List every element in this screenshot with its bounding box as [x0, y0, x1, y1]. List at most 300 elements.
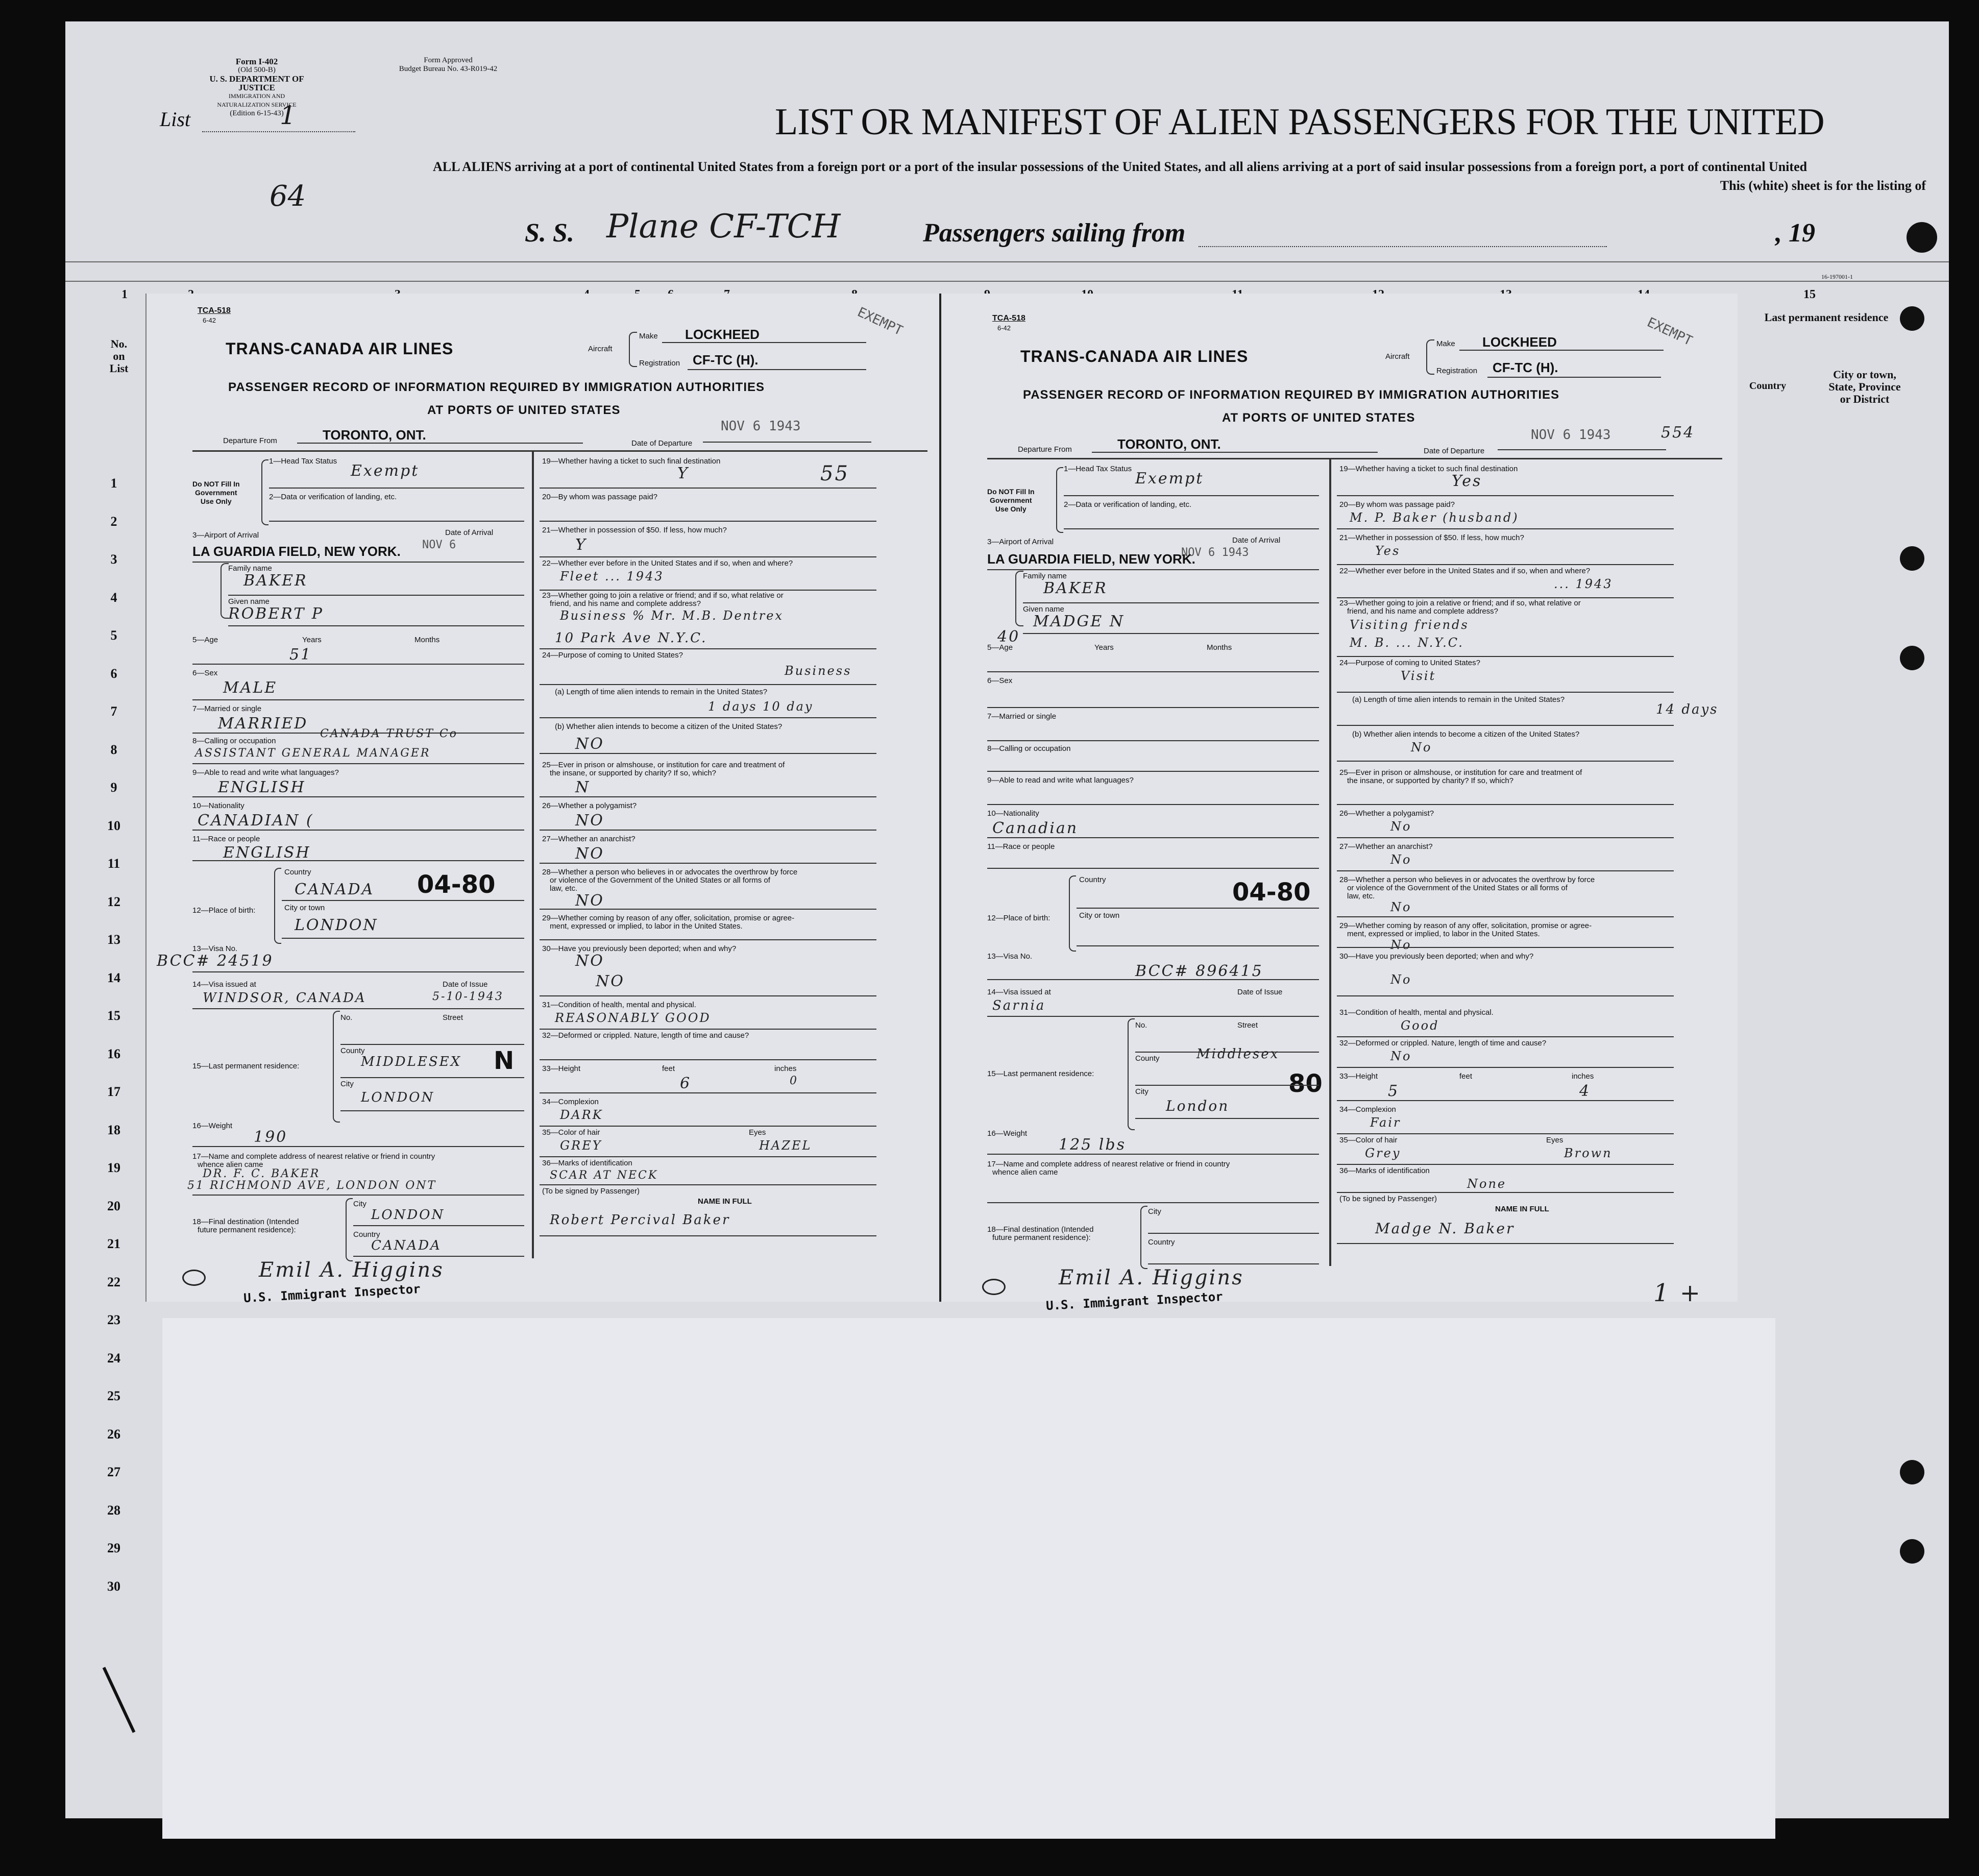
- card-hair-label: 35—Color of hair: [542, 1128, 600, 1137]
- row-number: 22: [107, 1274, 120, 1289]
- punch-hole: [1900, 546, 1924, 571]
- card-arrival-date: NOV 6: [422, 539, 456, 551]
- card-nationality-line: [987, 837, 1319, 838]
- card-ticket-line: [1337, 495, 1674, 496]
- row-number: 28: [107, 1502, 120, 1518]
- card-race-label: 11—Race or people: [987, 842, 1055, 851]
- card-occupation: ASSISTANT GENERAL MANAGER: [195, 747, 431, 760]
- card-sex: MALE: [223, 679, 278, 697]
- card-ticket-mark: 55: [820, 462, 849, 485]
- card-join: Business % Mr. M.B. Dentrex: [560, 608, 784, 623]
- row-number: 10: [107, 818, 120, 833]
- card-date-line: [1498, 449, 1666, 450]
- card-labor-line: [540, 939, 876, 940]
- card-residence-county-line: [340, 1077, 524, 1078]
- card-join-2: 10 Park Ave N.Y.C.: [555, 630, 707, 646]
- card-visa-line: [987, 979, 1319, 980]
- card-signature-line: [1337, 1243, 1674, 1244]
- card-anarchist-label: 27—Whether an anarchist?: [1339, 842, 1433, 851]
- card-married-label: 7—Married or single: [192, 704, 262, 713]
- card-funds-line: [540, 556, 876, 557]
- card-age-line: [987, 671, 1319, 672]
- card-gov-brace: [1056, 467, 1063, 533]
- card-height-ft: 6: [680, 1075, 692, 1092]
- card-join-2: M. B. ... N.Y.C.: [1350, 636, 1464, 650]
- card-overthrow-line: [540, 909, 876, 910]
- card-airline: TRANS-CANADA AIR LINES: [226, 339, 454, 358]
- card-registration: CF-TC (H).: [693, 352, 759, 368]
- card-feet-label: feet: [662, 1064, 675, 1073]
- form-approved: Form Approved: [424, 56, 473, 64]
- card-race-line: [987, 868, 1319, 869]
- card-complexion: Fair: [1370, 1115, 1401, 1130]
- card-family-label: Family name: [228, 564, 272, 573]
- card-deported: No: [1390, 972, 1412, 987]
- card-birth-label: 12—Place of birth:: [987, 914, 1050, 922]
- card-married-label: 7—Married or single: [987, 712, 1057, 721]
- card-visa-at-line: [987, 1016, 1319, 1017]
- card-anarchist: No: [1390, 852, 1412, 867]
- card-before-line: [1337, 597, 1674, 598]
- card-family-label: Family name: [1023, 572, 1067, 580]
- card-visa-line: [192, 971, 524, 972]
- card-funds-label: 21—Whether in possession of $50. If less, how much?: [1339, 533, 1524, 542]
- card-prison-label-a: 25—Ever in prison or almshouse, or institution for care and treatment of: [1339, 768, 1582, 777]
- card-final-label-b: future permanent residence):: [992, 1233, 1091, 1242]
- card-citizen-label: (b) Whether alien intends to become a citizen of the United States?: [1352, 730, 1580, 739]
- sailing-year: , 19: [1775, 218, 1815, 248]
- card-top-rule: [987, 458, 1722, 459]
- card-residence-county-line: [1135, 1085, 1319, 1086]
- ss-label: S. S.: [525, 218, 574, 248]
- list-label: List: [160, 108, 191, 131]
- card-polygamist-line: [540, 830, 876, 831]
- card-citizen-label: (b) Whether alien intends to become a citizen of the United States?: [555, 722, 783, 731]
- card-inches-label: inches: [1572, 1072, 1594, 1081]
- card-relative-2: 51 RICHMOND AVE, LONDON ONT: [187, 1179, 437, 1192]
- card-relative-1: DR. F. C. BAKER: [203, 1167, 321, 1180]
- card-before-line: [540, 590, 876, 591]
- card-weight: 190: [254, 1128, 288, 1146]
- card-residence-label: 15—Last permanent residence:: [192, 1062, 300, 1070]
- card-date-departure: NOV 6 1943: [721, 419, 801, 434]
- card-ticket-line: [540, 488, 876, 489]
- card-years-label: Years: [302, 636, 322, 644]
- card-citizen: NO: [575, 735, 604, 753]
- card-family-name: BAKER: [243, 572, 308, 590]
- card-overthrow-label-b: or violence of the Government of the United States or all forms of: [550, 876, 770, 885]
- card-dest-city: LONDON: [371, 1207, 445, 1223]
- card-length: 1 days 10 day: [708, 699, 814, 714]
- card-citizen-line: [540, 753, 876, 754]
- card-residence-no-label: No.: [1135, 1021, 1147, 1030]
- card-residence-label: 15—Last permanent residence:: [987, 1069, 1094, 1078]
- card-birth-label: 12—Place of birth:: [192, 906, 256, 915]
- card-deported-label: 30—Have you previously been deported; when and why?: [542, 944, 737, 953]
- row-number: 1: [110, 476, 117, 491]
- form-code: 16-197001-1: [1821, 273, 1853, 280]
- card-signature: Madge N. Baker: [1375, 1220, 1515, 1237]
- card-married-line: [987, 740, 1319, 741]
- card-nationality: CANADIAN (: [198, 812, 314, 830]
- row-number: 23: [107, 1312, 120, 1327]
- card-residence-county: MIDDLESEX: [361, 1054, 462, 1069]
- card-join-line: [540, 648, 876, 649]
- card-eyes: HAZEL: [759, 1138, 812, 1153]
- card-head-tax: Exempt: [351, 462, 420, 480]
- card-labor-label-a: 29—Whether coming by reason of any offer, solicitation, promise or agree-: [1339, 921, 1592, 930]
- card-join-label-a: 23—Whether going to join a relative or friend; and if so, what relative or: [542, 591, 784, 600]
- card-purpose-line: [1337, 692, 1674, 693]
- card-head-tax: Exempt: [1135, 470, 1204, 488]
- card-complexion: DARK: [560, 1108, 603, 1122]
- card-complexion-label: 34—Complexion: [542, 1098, 599, 1106]
- card-residence-city: London: [1166, 1098, 1230, 1114]
- card-anarchist: NO: [575, 845, 604, 863]
- card-date-arrival-label: Date of Arrival: [445, 528, 494, 537]
- card-make-line: [662, 342, 866, 343]
- card-before: ... 1943: [1554, 577, 1613, 591]
- card-deformed-line: [540, 1059, 876, 1060]
- card-f1-line: [1064, 495, 1319, 496]
- card-residence-city: LONDON: [361, 1090, 435, 1105]
- card-exempt-stamp: EXEMPT: [1645, 314, 1695, 349]
- card-visa-at: Sarnia: [992, 998, 1046, 1013]
- card-labor-label-a: 29—Whether coming by reason of any offer, solicitation, promise or agree-: [542, 914, 795, 922]
- card-f2-label: 2—Data or verification of landing, etc.: [1064, 500, 1192, 509]
- sailing-label: Passengers sailing from: [923, 218, 1186, 248]
- card-eyes: Brown: [1564, 1146, 1612, 1160]
- card-do-not-fill: Do NOT Fill In Government Use Only: [987, 488, 1035, 513]
- form-number: Form I-402: [235, 57, 278, 66]
- card-deported-line: [540, 995, 876, 996]
- card-final-city-line: [353, 1225, 524, 1226]
- card-departure: TORONTO, ONT.: [1117, 436, 1221, 452]
- card-f1-label: 1—Head Tax Status: [269, 457, 337, 466]
- card-polygamist: No: [1390, 819, 1412, 834]
- card-name-brace: [1015, 571, 1023, 626]
- card-family-line: [228, 595, 524, 596]
- card-citizen: No: [1411, 740, 1432, 754]
- card-visa-no: BCC# 896415: [1135, 962, 1263, 980]
- card-airport-line: [987, 569, 1319, 570]
- card-nationality-label: 10—Nationality: [987, 809, 1039, 818]
- card-overthrow: NO: [575, 892, 604, 910]
- card-deformed: No: [1390, 1049, 1412, 1063]
- no-on-list-header: No. on List: [109, 337, 129, 375]
- list-line: [202, 131, 355, 132]
- card-hair-line: [540, 1156, 876, 1157]
- card-languages-label: 9—Able to read and write what languages?: [987, 776, 1134, 785]
- row-number: 19: [107, 1160, 120, 1175]
- card-inspector-signature: Emil A. Higgins: [259, 1258, 444, 1282]
- card-given-name: ROBERT P: [228, 605, 324, 623]
- card-date-issue-label: Date of Issue: [443, 980, 488, 989]
- card-inspector-signature: Emil A. Higgins: [1059, 1266, 1244, 1289]
- card-height-in: 0: [790, 1075, 798, 1087]
- row-number: 26: [107, 1426, 120, 1442]
- card-health: Good: [1401, 1018, 1439, 1033]
- card-visa-label: 13—Visa No.: [987, 952, 1033, 961]
- card-date-departure: NOV 6 1943: [1531, 427, 1611, 443]
- card-f3-label: 3—Airport of Arrival: [192, 531, 259, 540]
- card-health-line: [1337, 1036, 1674, 1037]
- card-departure-label: Departure From: [1018, 445, 1072, 454]
- column-number: 1: [121, 288, 128, 301]
- row-number: 6: [110, 666, 117, 681]
- card-center-divider: [1329, 459, 1331, 1266]
- punch-hole: [1900, 1539, 1924, 1564]
- card-marks-line: [540, 1184, 876, 1185]
- card-residence-city-label: City: [1135, 1087, 1149, 1096]
- card-prison-line: [1337, 804, 1674, 805]
- card-languages-label: 9—Able to read and write what languages?: [192, 768, 339, 777]
- card-occupation-line: [987, 771, 1319, 772]
- list-value: 1: [280, 101, 296, 130]
- card-given-line: [228, 625, 524, 626]
- card-labor: No: [1390, 938, 1412, 952]
- card-deported-line: [1337, 995, 1674, 996]
- card-hair: Grey: [1365, 1146, 1401, 1160]
- card-polygamist: NO: [575, 812, 604, 830]
- card-relative-label-b: whence alien came: [198, 1160, 263, 1169]
- card-f2-line: [269, 521, 524, 522]
- row-number: 12: [107, 894, 120, 909]
- card-inspector-label: U.S. Immigrant Inspector: [243, 1281, 421, 1306]
- city-header: City or town, State, Province or District: [1828, 368, 1901, 405]
- card-occupation-label: 8—Calling or occupation: [987, 744, 1071, 753]
- card-funds: Y: [575, 536, 587, 554]
- card-marks: SCAR AT NECK: [550, 1169, 658, 1182]
- card-signed-label: (To be signed by Passenger): [542, 1187, 640, 1196]
- card-birth-city-label: City or town: [1079, 911, 1120, 920]
- card-health-label: 31—Condition of health, mental and physical.: [1339, 1008, 1494, 1017]
- passenger-card-1: [145, 294, 940, 1306]
- card-race-label: 11—Race or people: [192, 835, 260, 843]
- card-overthrow-label-a: 28—Whether a person who believes in or advocates the overthrow by force: [542, 868, 798, 876]
- card-weight-line: [987, 1154, 1319, 1155]
- card-name-brace: [221, 563, 229, 619]
- card-residence-mark: 80: [1288, 1069, 1323, 1098]
- card-final-city-label: City: [1148, 1207, 1161, 1216]
- ss-value: Plane CF-TCH: [606, 208, 841, 246]
- card-airport: LA GUARDIA FIELD, NEW YORK.: [192, 544, 401, 559]
- card-gov-brace: [261, 459, 268, 525]
- card-tca-date: 6-42: [203, 316, 216, 324]
- row-number: 9: [110, 780, 117, 795]
- row-number: 14: [107, 970, 120, 985]
- card-relative-label-a: 17—Name and complete address of nearest relative or friend in country: [987, 1160, 1230, 1168]
- card-marks-line: [1337, 1192, 1674, 1193]
- card-record-title: PASSENGER RECORD OF INFORMATION REQUIRED BY IMMIGRATION AUTHORITIES: [1023, 388, 1560, 402]
- card-languages: ENGLISH: [218, 778, 306, 796]
- card-residence-street-label: Street: [443, 1013, 463, 1022]
- card-prison-line: [540, 796, 876, 797]
- card-deported: NO: [596, 972, 625, 990]
- card-citizen-line: [1337, 761, 1674, 762]
- card-f2-label: 2—Data or verification of landing, etc.: [269, 493, 397, 501]
- card-race-line: [192, 860, 524, 861]
- card-birth-country-line: [1077, 908, 1319, 909]
- card-residence-mark: N: [494, 1046, 515, 1075]
- card-age-line: [192, 664, 524, 665]
- manifest-title: LIST OR MANIFEST OF ALIEN PASSENGERS FOR THE UNITED: [775, 101, 1824, 143]
- row-number: 20: [107, 1198, 120, 1213]
- card-length-line: [540, 717, 876, 718]
- card-ticket: Y: [677, 465, 689, 482]
- card-weight-label: 16—Weight: [192, 1122, 233, 1130]
- card-arrival-date: NOV 6 1943: [1181, 546, 1249, 559]
- card-airport: LA GUARDIA FIELD, NEW YORK.: [987, 551, 1195, 567]
- form-header-approved: [367, 56, 530, 74]
- card-given-label: Given name: [228, 597, 270, 606]
- card-do-not-fill: Do NOT Fill In Government Use Only: [192, 480, 240, 505]
- card-final-brace: [346, 1198, 353, 1261]
- card-final-label-b: future permanent residence):: [198, 1226, 296, 1234]
- card-health-label: 31—Condition of health, mental and physical.: [542, 1001, 696, 1009]
- card-sex-line: [987, 707, 1319, 708]
- card-feet-label: feet: [1459, 1072, 1473, 1081]
- card-deformed-line: [1337, 1067, 1674, 1068]
- card-record-title: PASSENGER RECORD OF INFORMATION REQUIRED BY IMMIGRATION AUTHORITIES: [228, 380, 765, 394]
- department-name: U. S. DEPARTMENT OF JUSTICE: [209, 74, 304, 92]
- card-months-label: Months: [414, 636, 440, 644]
- card-f3-label: 3—Airport of Arrival: [987, 538, 1054, 546]
- card-date-line: [703, 442, 871, 443]
- card-employer: CANADA TRUST Co: [320, 727, 458, 740]
- card-complexion-label: 34—Complexion: [1339, 1105, 1396, 1114]
- country-header: Country: [1749, 380, 1787, 392]
- manifest-intro-line1: ALL ALIENS arriving at a port of continental United States from a foreign port or a port of the insular possessions of the United States, and all aliens arriving at a port of said insular possessions from a foreign port, a port of continental United: [433, 159, 1807, 174]
- card-make-label: Make: [639, 332, 658, 340]
- card-visa-at-label: 14—Visa issued at: [192, 980, 256, 989]
- blank-insert-sheet: [162, 1318, 1775, 1839]
- card-tca-number: TCA-518: [198, 306, 231, 315]
- card-date-departure-label: Date of Departure: [1424, 447, 1485, 455]
- card-months-label: Months: [1207, 643, 1232, 652]
- card-given-name: MADGE N: [1033, 613, 1125, 630]
- card-paid-label: 20—By whom was passage paid?: [1339, 500, 1455, 509]
- card-birth-city-line: [282, 938, 524, 939]
- passenger-card-2: [939, 294, 1738, 1313]
- card-given-label: Given name: [1023, 605, 1064, 614]
- row-number: 3: [110, 552, 117, 567]
- card-deformed-label: 32—Deformed or crippled. Nature, length of time and cause?: [542, 1031, 749, 1040]
- card-departure-line: [1092, 452, 1378, 453]
- card-marks-label: 36—Marks of identification: [1339, 1166, 1430, 1175]
- card-visa-no: BCC# 24519: [157, 952, 274, 970]
- card-f1-label: 1—Head Tax Status: [1064, 465, 1132, 473]
- card-date-issue-label: Date of Issue: [1237, 988, 1283, 996]
- card-height-ft: 5: [1388, 1082, 1400, 1100]
- card-residence-city-label: City: [340, 1080, 354, 1088]
- card-weight: 125 lbs: [1059, 1136, 1126, 1154]
- card-registration-label: Registration: [639, 359, 680, 368]
- punch-hole: [1900, 1460, 1924, 1484]
- card-final-country-line: [1148, 1263, 1319, 1264]
- card-funds-label: 21—Whether in possession of $50. If less, how much?: [542, 526, 727, 534]
- card-ticket: Yes: [1452, 472, 1482, 490]
- card-birth-country: CANADA: [295, 881, 375, 898]
- card-name-full-label: NAME IN FULL: [698, 1197, 752, 1206]
- card-labor-line: [1337, 947, 1674, 948]
- row-number: 21: [107, 1236, 120, 1251]
- card-final-city-line: [1148, 1233, 1319, 1234]
- card-complexion-line: [1337, 1133, 1674, 1134]
- card-tca-date: 6-42: [997, 324, 1011, 332]
- card-visa-label: 13—Visa No.: [192, 944, 238, 953]
- row-number: 11: [107, 856, 120, 871]
- card-join-label-a: 23—Whether going to join a relative or friend; and if so, what relative or: [1339, 599, 1581, 607]
- card-code: 04-80: [417, 870, 496, 899]
- card-married: MARRIED: [218, 715, 308, 733]
- card-final-country-line: [353, 1256, 524, 1257]
- card-visa-at-label: 14—Visa issued at: [987, 988, 1051, 996]
- card-anarchist-line: [1337, 870, 1674, 871]
- card-paid: M. P. Baker (husband): [1350, 510, 1519, 525]
- card-final-country-label: Country: [353, 1230, 380, 1239]
- card-paid-label: 20—By whom was passage paid?: [542, 493, 657, 501]
- card-occupation-line: [192, 763, 524, 764]
- card-aircraft-label: Aircraft: [1385, 352, 1410, 361]
- card-relative-line: [192, 1195, 524, 1196]
- card-age-label: 5—Age: [987, 643, 1013, 652]
- card-purpose-label: 24—Purpose of coming to United States?: [542, 651, 683, 660]
- card-corner-mark: 1 +: [1653, 1279, 1702, 1307]
- card-purpose-line: [540, 684, 876, 685]
- card-purpose: Business: [785, 664, 852, 678]
- card-aircraft-brace: [1426, 339, 1434, 375]
- card-purpose: Visit: [1401, 669, 1436, 683]
- sailing-line: [1199, 246, 1607, 247]
- column-rule: [65, 281, 1949, 282]
- card-prison-label-a: 25—Ever in prison or almshouse, or institution for care and treatment of: [542, 761, 785, 769]
- row-number: 4: [110, 590, 117, 605]
- card-birth-country-label: Country: [1079, 875, 1106, 884]
- card-visa-date: 5-10-1943: [432, 990, 504, 1003]
- card-length: 14 days: [1656, 702, 1719, 717]
- card-registration: CF-TC (H).: [1493, 360, 1558, 375]
- list-hand-number: 64: [270, 180, 306, 213]
- card-marks: None: [1467, 1177, 1507, 1191]
- row-number: 18: [107, 1122, 120, 1137]
- card-signature-line: [540, 1235, 876, 1236]
- card-residence-no-label: No.: [340, 1013, 353, 1022]
- card-record-subtitle: AT PORTS OF UNITED STATES: [1222, 411, 1415, 425]
- card-length-label: (a) Length of time alien intends to remain in the United States?: [1352, 695, 1565, 704]
- card-final-label-a: 18—Final destination (Intended: [192, 1217, 299, 1226]
- card-prison: N: [575, 778, 591, 796]
- card-occupation-label: 8—Calling or occupation: [192, 737, 276, 745]
- card-hair: GREY: [560, 1138, 602, 1153]
- card-residence-county: Middlesex: [1196, 1046, 1280, 1062]
- punch-hole: [1907, 222, 1937, 253]
- card-ticket-label: 19—Whether having a ticket to such final destination: [542, 457, 721, 466]
- row-number: 16: [107, 1046, 120, 1061]
- card-eyes-label: Eyes: [1546, 1136, 1563, 1144]
- row-number: 29: [107, 1541, 120, 1555]
- card-join-label-b: friend, and his name and complete address?: [1347, 607, 1499, 616]
- card-purpose-label: 24—Purpose of coming to United States?: [1339, 659, 1480, 667]
- card-residence-brace: [333, 1011, 340, 1123]
- card-age: 51: [289, 646, 312, 664]
- card-paid-line: [1337, 528, 1674, 529]
- card-weight-label: 16—Weight: [987, 1129, 1028, 1138]
- card-height-line: [1337, 1100, 1674, 1101]
- punch-hole: [1900, 306, 1924, 331]
- card-dest-country: CANADA: [371, 1238, 442, 1253]
- card-nationality-label: 10—Nationality: [192, 801, 245, 810]
